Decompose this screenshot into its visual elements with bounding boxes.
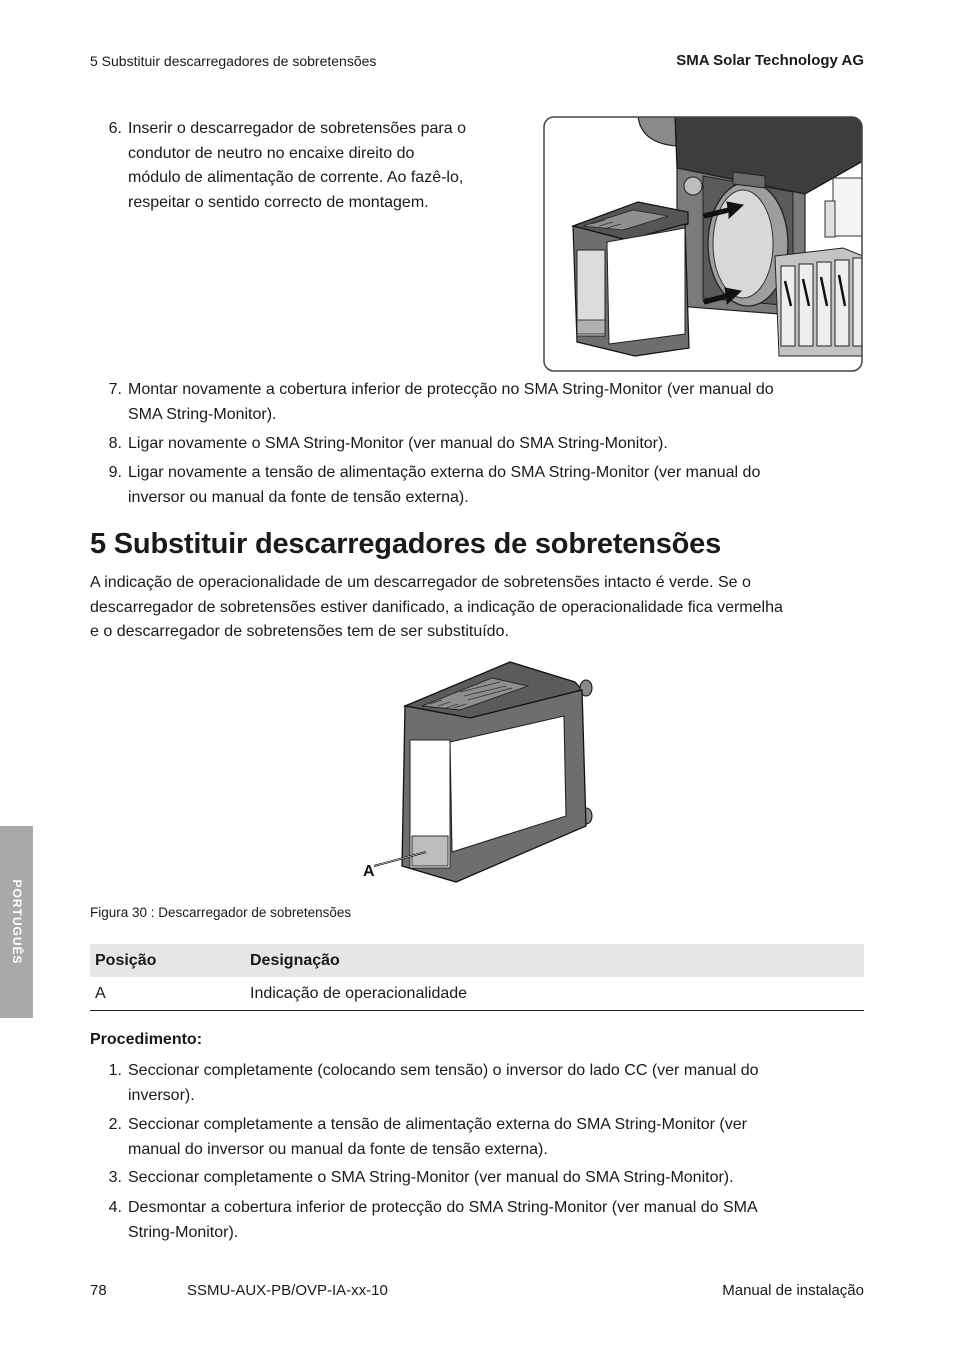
table-header-row: [90, 944, 864, 977]
document-code: SSMU-AUX-PB/OVP-IA-xx-10: [187, 1282, 388, 1299]
step-6-line-2: condutor de neutro no encaixe direito do: [128, 144, 415, 162]
step-9-line-1: Ligar novamente a tensão de alimentação externa do SMA String-Monitor (ver manual do: [128, 464, 761, 481]
page-number: 78: [90, 1282, 107, 1299]
table-row: [90, 977, 864, 1011]
surge-arrester-figure: [360, 658, 600, 888]
step-number: 6.: [108, 120, 122, 137]
procedure-step-2-line-2: manual do inversor ou manual da fonte de tensão externa).: [128, 1140, 548, 1158]
step-number: 9.: [108, 464, 122, 481]
position-table: [90, 944, 864, 1011]
step-number: 4.: [108, 1199, 122, 1216]
step-6-line-4: respeitar o sentido correcto de montagem.: [128, 193, 429, 211]
running-header-chapter: 5 Substituir descarregadores de sobretensões: [90, 53, 377, 69]
step-6-line-1: Inserir o descarregador de sobretensões para o: [128, 120, 466, 137]
procedure-step-4-line-2: String-Monitor).: [128, 1223, 239, 1241]
label-a: A: [363, 863, 375, 880]
table-header-position: Posição: [90, 944, 245, 977]
procedure-step-4-line-1: Desmontar a cobertura inferior de protecção do SMA String-Monitor (ver manual do SMA: [128, 1199, 758, 1216]
table-header-designation: Designação: [245, 944, 864, 977]
step-6-line-3: módulo de alimentação de corrente. Ao fazê-lo,: [128, 169, 464, 186]
step-7-line-1: Montar novamente a cobertura inferior de protecção no SMA String-Monitor (ver manual do: [128, 381, 774, 398]
step-7-line-2: SMA String-Monitor).: [128, 405, 277, 423]
procedure-title: Procedimento:: [90, 1031, 203, 1048]
language-side-tab: [0, 826, 33, 1018]
insertion-illustration: [543, 116, 863, 372]
section-intro: [90, 571, 865, 645]
figure-caption: Figura 30 : Descarregador de sobretensões: [90, 905, 352, 920]
table-cell-designation: Indicação de operacionalidade: [245, 977, 864, 1011]
running-header-company: SMA Solar Technology AG: [676, 52, 864, 69]
procedure-step-2-line-1: Seccionar completamente a tensão de alimentação externa do SMA String-Monitor (ver: [128, 1116, 747, 1133]
section-heading: 5 Substituir descarregadores de sobretensões: [90, 528, 722, 560]
step-9-line-2: inversor ou manual da fonte de tensão externa).: [128, 488, 469, 506]
table-cell-position: A: [90, 977, 245, 1011]
procedure-step-3-line-1: Seccionar completamente o SMA String-Monitor (ver manual do SMA String-Monitor).: [128, 1169, 734, 1186]
intro-line-3: e o descarregador de sobretensões tem de ser substituído.: [90, 623, 509, 640]
step-number: 3.: [108, 1169, 122, 1186]
step-8-line-1: Ligar novamente o SMA String-Monitor (ver manual do SMA String-Monitor).: [128, 435, 668, 452]
step-number: 7.: [108, 381, 122, 398]
procedure-step-1-line-1: Seccionar completamente (colocando sem tensão) o inversor do lado CC (ver manual do: [128, 1062, 759, 1079]
document-type: Manual de instalação: [722, 1282, 864, 1299]
language-side-tab-label: PORTUGUÊS: [9, 879, 24, 965]
step-number: 2.: [108, 1116, 122, 1133]
procedure-step-1-line-2: inversor).: [128, 1086, 195, 1104]
intro-line-1: A indicação de operacionalidade de um descarregador de sobretensões intacto é verde. Se o: [90, 574, 751, 591]
intro-line-2: descarregador de sobretensões estiver danificado, a indicação de operacionalidade fica vermelha: [90, 598, 783, 616]
step-number: 1.: [108, 1062, 122, 1079]
step-number: 8.: [108, 435, 122, 452]
